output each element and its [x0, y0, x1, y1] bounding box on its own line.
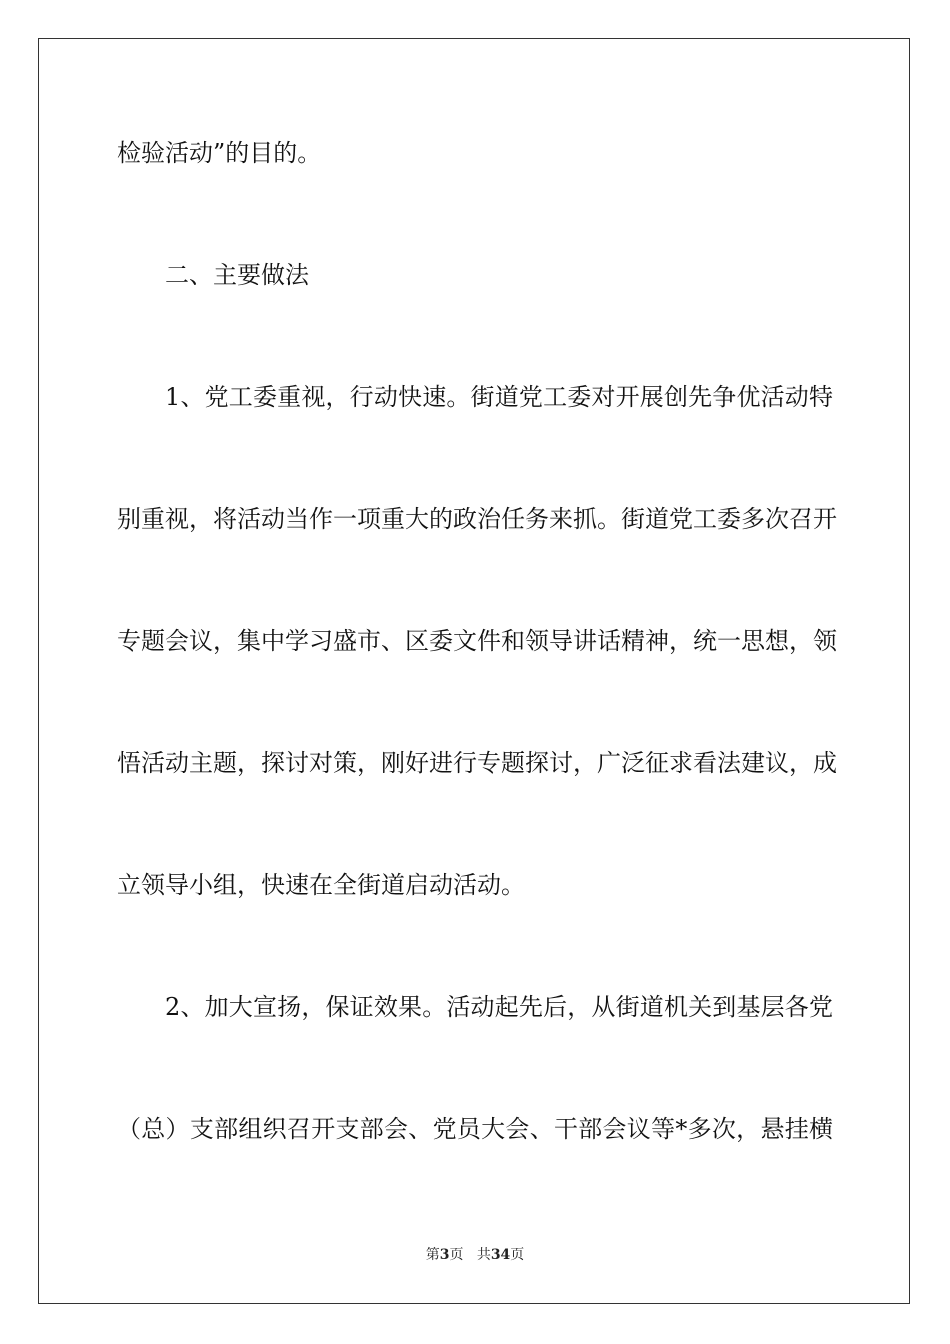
paragraph-2-line-2: （总）支部组织召开支部会、党员大会、干部会议等*多次，悬挂横 [117, 1115, 833, 1143]
footer-prefix: 第 [425, 1247, 440, 1263]
page-footer [0, 1246, 950, 1264]
footer-total-pages: 34 [490, 1247, 511, 1263]
paragraph-1-line-5: 立领导小组，快速在全街道启动活动。 [117, 871, 525, 899]
paragraph-1-line-3: 专题会议，集中学习盛市、区委文件和领导讲话精神，统一思想，领 [117, 627, 837, 655]
paragraph-1-line-4: 悟活动主题，探讨对策，刚好进行专题探讨，广泛征求看法建议，成 [117, 749, 837, 777]
body-line-1: 检验活动”的目的。 [117, 139, 322, 167]
paragraph-1-line-2: 别重视，将活动当作一项重大的政治任务来抓。街道党工委多次召开 [117, 505, 837, 533]
paragraph-1-line-1: 1、党工委重视，行动快速。街道党工委对开展创先争优活动特 [165, 383, 833, 411]
section-heading: 二、主要做法 [165, 261, 309, 289]
footer-total-suffix: 页 [510, 1247, 525, 1263]
footer-total-prefix: 共 [476, 1247, 491, 1263]
footer-page-number: 3 [439, 1247, 450, 1263]
footer-page-suffix: 页 [449, 1247, 464, 1263]
paragraph-2-line-1: 2、加大宣扬，保证效果。活动起先后，从街道机关到基层各党 [165, 993, 833, 1021]
